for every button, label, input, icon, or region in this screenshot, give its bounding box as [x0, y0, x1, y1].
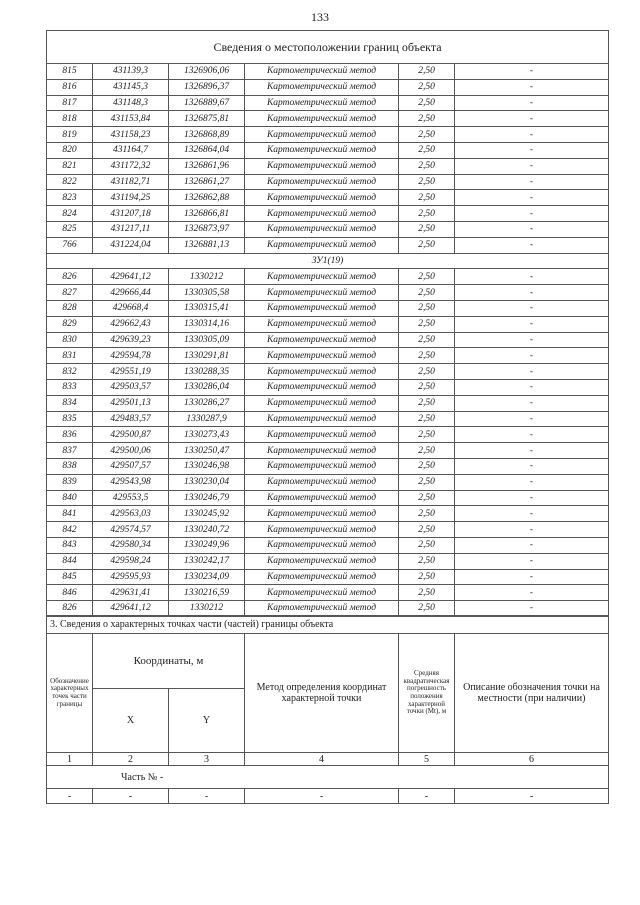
table-row	[47, 285, 609, 301]
table-cell: 815	[47, 64, 93, 80]
table-cell: Картометрический метод	[245, 95, 399, 111]
table-cell: 827	[47, 285, 93, 301]
table-row	[47, 474, 609, 490]
table-cell: -	[455, 111, 609, 127]
table-cell: Картометрический метод	[245, 142, 399, 158]
table-cell: 1330273,43	[169, 427, 245, 443]
table-cell: -	[455, 237, 609, 253]
table-cell: Картометрический метод	[245, 379, 399, 395]
table-cell: 2,50	[399, 395, 455, 411]
table-row	[47, 364, 609, 380]
table-cell: 1330212	[169, 269, 245, 285]
table-cell: 1330287,9	[169, 411, 245, 427]
table-cell: -	[455, 553, 609, 569]
table-cell: 2,50	[399, 569, 455, 585]
table-row	[47, 490, 609, 506]
column-number: 4	[245, 753, 399, 766]
table-cell: -	[455, 127, 609, 143]
header-method: Метод определения координат характерной точки	[245, 634, 399, 753]
table-cell: 1326862,88	[169, 190, 245, 206]
table-cell: -	[455, 348, 609, 364]
table-cell: 825	[47, 221, 93, 237]
table-cell: 2,50	[399, 332, 455, 348]
table-cell: Картометрический метод	[245, 443, 399, 459]
table-cell: -	[455, 474, 609, 490]
table-cell: Картометрический метод	[245, 569, 399, 585]
table-row	[47, 64, 609, 80]
table-cell: 2,50	[399, 506, 455, 522]
table-cell: 841	[47, 506, 93, 522]
empty-cell: -	[93, 789, 169, 804]
table-cell: 1330315,41	[169, 300, 245, 316]
table-row	[47, 316, 609, 332]
empty-cell: -	[455, 789, 609, 804]
table-cell: Картометрический метод	[245, 127, 399, 143]
table-row	[47, 411, 609, 427]
table-cell: Картометрический метод	[245, 474, 399, 490]
table-cell: 831	[47, 348, 93, 364]
table-cell: 2,50	[399, 158, 455, 174]
table-cell: 2,50	[399, 443, 455, 459]
table-cell: 833	[47, 379, 93, 395]
table-row	[47, 427, 609, 443]
table-cell: Картометрический метод	[245, 64, 399, 80]
table-cell: -	[455, 221, 609, 237]
table-cell: 2,50	[399, 601, 455, 617]
table-cell: 431164,7	[93, 142, 169, 158]
table-cell: -	[455, 158, 609, 174]
table-row	[47, 569, 609, 585]
table-cell: -	[455, 190, 609, 206]
table-cell: 1326881,13	[169, 237, 245, 253]
table-cell: 2,50	[399, 379, 455, 395]
table-row	[47, 585, 609, 601]
table-cell: 844	[47, 553, 93, 569]
table-row	[47, 458, 609, 474]
table-cell: Картометрический метод	[245, 348, 399, 364]
table-cell: Картометрический метод	[245, 237, 399, 253]
table-cell: 431224,04	[93, 237, 169, 253]
table-cell: 834	[47, 395, 93, 411]
table-row	[47, 395, 609, 411]
table-cell: 1326889,67	[169, 95, 245, 111]
table-cell: -	[455, 585, 609, 601]
table-cell: 826	[47, 601, 93, 617]
table-cell: 2,50	[399, 490, 455, 506]
table-cell: 431217,11	[93, 221, 169, 237]
table-cell: 2,50	[399, 285, 455, 301]
table-cell: Картометрический метод	[245, 285, 399, 301]
table-cell: -	[455, 506, 609, 522]
table-row	[47, 127, 609, 143]
table-cell: -	[455, 269, 609, 285]
section-title: 3. Сведения о характерных точках части (частей) границы объекта	[47, 616, 609, 634]
table-row	[47, 506, 609, 522]
empty-cell: -	[47, 789, 93, 804]
table-cell: 431194,25	[93, 190, 169, 206]
table-cell: -	[455, 443, 609, 459]
part-points-table	[46, 615, 609, 804]
table-cell: 429631,41	[93, 585, 169, 601]
table-cell: 429668,4	[93, 300, 169, 316]
header-point-designation: Обозначение характерных точек части границы	[47, 634, 93, 753]
table-cell: 1330245,92	[169, 506, 245, 522]
table-cell: 2,50	[399, 364, 455, 380]
table-cell: 429553,5	[93, 490, 169, 506]
table-cell: 1326864,04	[169, 142, 245, 158]
table-cell: -	[455, 427, 609, 443]
table-cell: 819	[47, 127, 93, 143]
table-cell: 2,50	[399, 142, 455, 158]
table-cell: 2,50	[399, 221, 455, 237]
table-cell: 1326875,81	[169, 111, 245, 127]
table-cell: 1330249,96	[169, 537, 245, 553]
table-cell: Картометрический метод	[245, 395, 399, 411]
table-cell: 2,50	[399, 522, 455, 538]
table-cell: 429503,57	[93, 379, 169, 395]
table-cell: 816	[47, 79, 93, 95]
table-cell: 429501,13	[93, 395, 169, 411]
table-cell: 821	[47, 158, 93, 174]
table-cell: -	[455, 522, 609, 538]
table-row	[47, 95, 609, 111]
table-cell: 429580,34	[93, 537, 169, 553]
table-cell: 431139,3	[93, 64, 169, 80]
table-cell: 1326861,27	[169, 174, 245, 190]
table-cell: 2,50	[399, 553, 455, 569]
table-cell: -	[455, 316, 609, 332]
table-row	[47, 158, 609, 174]
table-cell: Картометрический метод	[245, 79, 399, 95]
table-cell: 832	[47, 364, 93, 380]
column-number: 2	[93, 753, 169, 766]
table-cell: 1330250,47	[169, 443, 245, 459]
table-cell: Картометрический метод	[245, 174, 399, 190]
table-cell: 1330291,81	[169, 348, 245, 364]
table-cell: -	[455, 206, 609, 222]
table-cell: 839	[47, 474, 93, 490]
table-cell: Картометрический метод	[245, 190, 399, 206]
table-cell: 431172,32	[93, 158, 169, 174]
table-row	[47, 79, 609, 95]
table-cell: 2,50	[399, 206, 455, 222]
empty-cell: -	[169, 789, 245, 804]
table-cell: 835	[47, 411, 93, 427]
table-cell: 817	[47, 95, 93, 111]
table-cell: 431148,3	[93, 95, 169, 111]
table-cell: -	[455, 537, 609, 553]
table-cell: -	[455, 79, 609, 95]
table-cell: 429500,87	[93, 427, 169, 443]
table-cell: 842	[47, 522, 93, 538]
table-cell: 823	[47, 190, 93, 206]
part-label: Часть № -	[47, 766, 609, 789]
table-cell: 826	[47, 269, 93, 285]
table-cell: 1330288,35	[169, 364, 245, 380]
table-cell: 429641,12	[93, 269, 169, 285]
table-cell: 1330246,79	[169, 490, 245, 506]
table-cell: 429639,23	[93, 332, 169, 348]
table-row	[47, 300, 609, 316]
table-cell: 2,50	[399, 348, 455, 364]
table-cell: 1330246,98	[169, 458, 245, 474]
table-cell: 2,50	[399, 537, 455, 553]
table-cell: 2,50	[399, 300, 455, 316]
table-cell: 2,50	[399, 127, 455, 143]
table-cell: 1330230,04	[169, 474, 245, 490]
table-cell: -	[455, 300, 609, 316]
table-cell: 1326866,81	[169, 206, 245, 222]
table-cell: 431158,23	[93, 127, 169, 143]
table-cell: -	[455, 379, 609, 395]
table-cell: Картометрический метод	[245, 601, 399, 617]
table-cell: 429500,06	[93, 443, 169, 459]
table-row	[47, 111, 609, 127]
table-cell: 2,50	[399, 174, 455, 190]
table-cell: 1330216,59	[169, 585, 245, 601]
table-cell: 431153,84	[93, 111, 169, 127]
table-row	[47, 237, 609, 253]
table-cell: 431145,3	[93, 79, 169, 95]
table-cell: Картометрический метод	[245, 458, 399, 474]
empty-cell: -	[399, 789, 455, 804]
table-cell: Картометрический метод	[245, 316, 399, 332]
table-cell: 1326868,89	[169, 127, 245, 143]
table-cell: 429574,57	[93, 522, 169, 538]
table-cell: Картометрический метод	[245, 364, 399, 380]
header-description: Описание обозначения точки на местности (при наличии)	[455, 634, 609, 753]
table-row	[47, 174, 609, 190]
table-cell: Картометрический метод	[245, 522, 399, 538]
table-cell: 822	[47, 174, 93, 190]
column-number: 6	[455, 753, 609, 766]
table-cell: 836	[47, 427, 93, 443]
subheader-row: ЗУ1(19)	[47, 253, 609, 269]
page-number: 133	[311, 10, 329, 24]
table-cell: 846	[47, 585, 93, 601]
table-cell: 824	[47, 206, 93, 222]
table-cell: 837	[47, 443, 93, 459]
table-cell: -	[455, 64, 609, 80]
table-cell: 1326906,06	[169, 64, 245, 80]
table-cell: 1330212	[169, 601, 245, 617]
table-cell: 2,50	[399, 64, 455, 80]
table-cell: 843	[47, 537, 93, 553]
table-cell: 1330286,27	[169, 395, 245, 411]
column-number: 1	[47, 753, 93, 766]
table-cell: 431182,71	[93, 174, 169, 190]
table-cell: 1330305,58	[169, 285, 245, 301]
table-cell: -	[455, 174, 609, 190]
empty-cell: -	[245, 789, 399, 804]
table-cell: Картометрический метод	[245, 300, 399, 316]
table-cell: -	[455, 364, 609, 380]
table-row	[47, 142, 609, 158]
table-cell: 828	[47, 300, 93, 316]
table-cell: 1330314,16	[169, 316, 245, 332]
column-number: 5	[399, 753, 455, 766]
table-cell: Картометрический метод	[245, 269, 399, 285]
header-error: Средняя квадратическая погрешность положения характерной точки (Мt), м	[399, 634, 455, 753]
table-row	[47, 269, 609, 285]
table-cell: 829	[47, 316, 93, 332]
table-cell: Картометрический метод	[245, 206, 399, 222]
table-cell: 429551,19	[93, 364, 169, 380]
table-cell: 830	[47, 332, 93, 348]
table-cell: Картометрический метод	[245, 506, 399, 522]
table-row	[47, 379, 609, 395]
header-y: Y	[169, 689, 245, 753]
table-title: Сведения о местоположении границ объекта	[47, 31, 609, 64]
table-cell: 2,50	[399, 474, 455, 490]
table-cell: 820	[47, 142, 93, 158]
table-row	[47, 348, 609, 364]
table-cell: 1326896,37	[169, 79, 245, 95]
table-cell: 1330286,04	[169, 379, 245, 395]
table-cell: Картометрический метод	[245, 111, 399, 127]
table-cell: 2,50	[399, 269, 455, 285]
table-cell: Картометрический метод	[245, 553, 399, 569]
table-row	[47, 537, 609, 553]
table-cell: 2,50	[399, 458, 455, 474]
header-x: X	[93, 689, 169, 753]
table-cell: Картометрический метод	[245, 537, 399, 553]
table-cell: 429598,24	[93, 553, 169, 569]
table-cell: 845	[47, 569, 93, 585]
table-row	[47, 553, 609, 569]
table-cell: -	[455, 285, 609, 301]
table-cell: 2,50	[399, 585, 455, 601]
table-cell: -	[455, 95, 609, 111]
table-cell: -	[455, 490, 609, 506]
table-cell: -	[455, 395, 609, 411]
column-number: 3	[169, 753, 245, 766]
table-cell: Картометрический метод	[245, 411, 399, 427]
table-cell: 431207,18	[93, 206, 169, 222]
table-cell: 429507,57	[93, 458, 169, 474]
table-cell: 2,50	[399, 79, 455, 95]
table-cell: Картометрический метод	[245, 427, 399, 443]
table-cell: -	[455, 332, 609, 348]
table-cell: 429563,03	[93, 506, 169, 522]
table-cell: Картометрический метод	[245, 221, 399, 237]
table-row	[47, 522, 609, 538]
table-cell: -	[455, 458, 609, 474]
table-cell: 2,50	[399, 427, 455, 443]
table-row	[47, 206, 609, 222]
table-cell: 1330305,09	[169, 332, 245, 348]
table-cell: 1330242,17	[169, 553, 245, 569]
table-cell: -	[455, 569, 609, 585]
table-cell: 429594,78	[93, 348, 169, 364]
table-cell: 429641,12	[93, 601, 169, 617]
table-cell: 1326873,97	[169, 221, 245, 237]
table-row	[47, 332, 609, 348]
table-cell: 2,50	[399, 111, 455, 127]
table-cell: -	[455, 142, 609, 158]
boundary-table	[46, 30, 609, 617]
table-cell: -	[455, 601, 609, 617]
table-cell: 429666,44	[93, 285, 169, 301]
table-row	[47, 221, 609, 237]
table-cell: 766	[47, 237, 93, 253]
table-row	[47, 190, 609, 206]
table-cell: 429662,43	[93, 316, 169, 332]
table-cell: 840	[47, 490, 93, 506]
table-cell: Картометрический метод	[245, 332, 399, 348]
table-cell: 429483,57	[93, 411, 169, 427]
table-cell: 818	[47, 111, 93, 127]
table-row	[47, 443, 609, 459]
table-cell: 1326861,96	[169, 158, 245, 174]
table-cell: 2,50	[399, 237, 455, 253]
table-cell: 2,50	[399, 190, 455, 206]
table-cell: 429543,98	[93, 474, 169, 490]
table-cell: Картометрический метод	[245, 490, 399, 506]
table-cell: 1330234,09	[169, 569, 245, 585]
table-cell: 2,50	[399, 411, 455, 427]
table-cell: 1330240,72	[169, 522, 245, 538]
table-cell: Картометрический метод	[245, 585, 399, 601]
table-cell: 2,50	[399, 316, 455, 332]
table-cell: 838	[47, 458, 93, 474]
header-coordinates: Координаты, м	[93, 634, 245, 689]
table-cell: Картометрический метод	[245, 158, 399, 174]
table-cell: 429595,93	[93, 569, 169, 585]
table-cell: 2,50	[399, 95, 455, 111]
table-cell: -	[455, 411, 609, 427]
